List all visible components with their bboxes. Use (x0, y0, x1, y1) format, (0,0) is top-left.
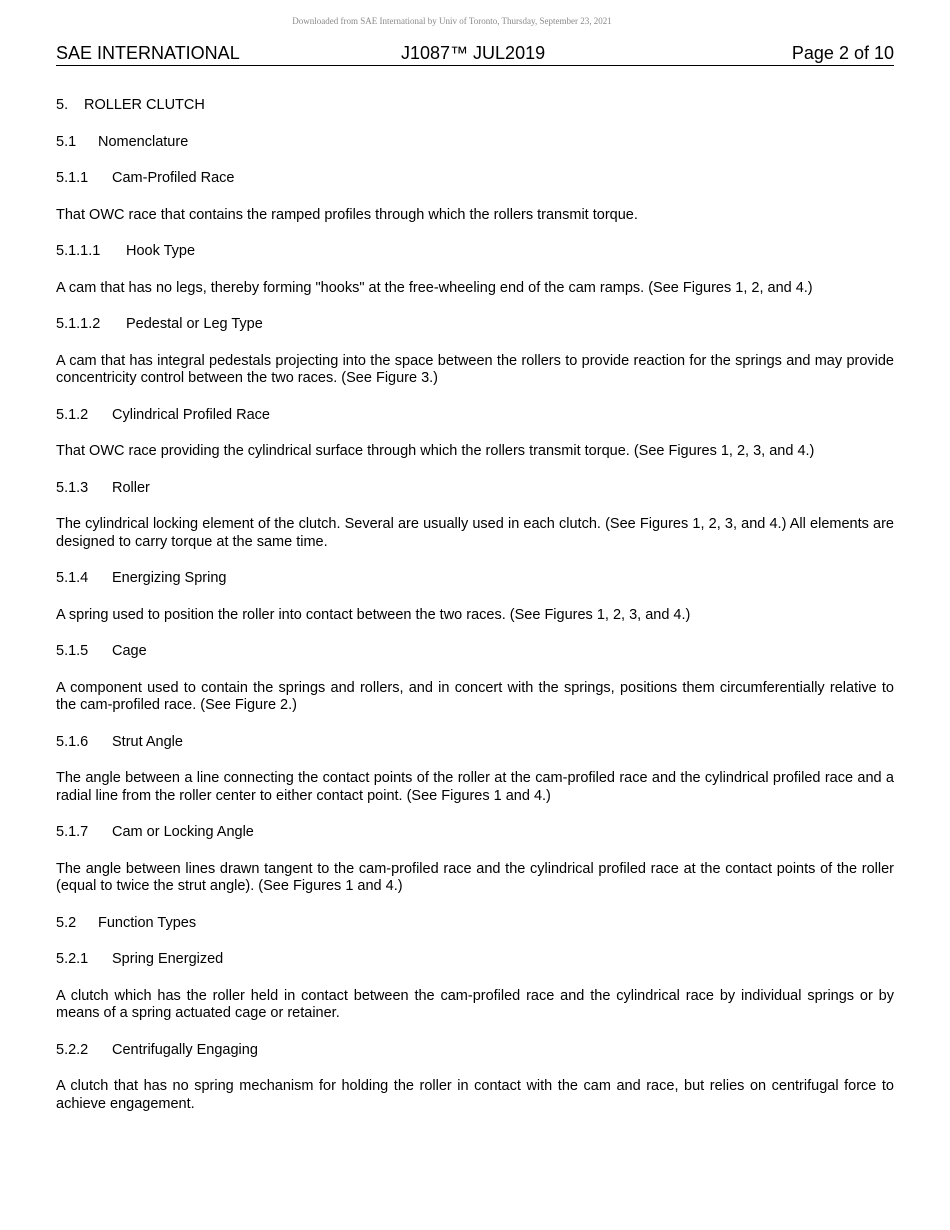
section-number: 5.2.2 (56, 1041, 89, 1058)
section-paragraph: That OWC race providing the cylindrical surface through which the rollers transmit torque. (See Figures 1, 2, 3, and 4.) (56, 443, 815, 459)
section-paragraph: A component used to contain the springs and rollers, and in concert with the springs, positions them circumferentially relative to the cam-profiled race. (See Figure 2.) (56, 679, 894, 713)
section-title: Spring Energized (112, 951, 224, 967)
section-title: Pedestal or Leg Type (126, 316, 263, 332)
section-paragraph: A cam that has integral pedestals projecting into the space between the rollers to provide reaction for the springs and may provide concentricity control between the two races. (See Figure 3.) (56, 352, 894, 386)
section-title: ROLLER CLUTCH (84, 97, 205, 113)
section-heading (56, 134, 894, 152)
section-title: Centrifugally Engaging (112, 1041, 258, 1058)
section-title: Nomenclature (98, 133, 189, 150)
header-page-number: Page 2 of 10 (791, 43, 894, 63)
section-heading (56, 1042, 894, 1060)
section-title: Cylindrical Profiled Race (112, 406, 270, 423)
section-paragraph: A clutch which has the roller held in contact between the cam-profiled race and the cylindrical race by individual springs or by means of a spring actuated cage or retainer. (56, 987, 894, 1021)
section-heading (56, 734, 894, 752)
section-number: 5.2.1 (56, 951, 89, 967)
section-heading (56, 570, 894, 588)
header-org: SAE INTERNATIONAL (56, 43, 240, 63)
section-heading (56, 170, 894, 188)
section-number: 5. (56, 97, 69, 113)
section-number: 5.1.4 (56, 570, 89, 586)
section-number: 5.1.7 (56, 824, 89, 840)
section-number: 5.2 (56, 914, 77, 931)
section-title: Hook Type (126, 243, 196, 259)
section-paragraph: The cylindrical locking element of the clutch. Several are usually used in each clutch. (See Figures 1, 2, 3, and 4.) All elements are designed to carry torque at the same time. (56, 516, 894, 550)
page-header (56, 43, 894, 66)
section-title: Cam or Locking Angle (112, 824, 254, 840)
section-paragraph: The angle between a line connecting the contact points of the roller at the cam-profiled race and the cylindrical profiled race and a radial line from the roller center to either contact point. (See Figures 1 and 4.) (56, 770, 894, 804)
section-title: Function Types (98, 914, 197, 931)
section-heading (56, 480, 894, 498)
section-number: 5.1 (56, 133, 77, 150)
section-heading (56, 97, 894, 115)
section-title: Cam-Profiled Race (112, 170, 235, 186)
download-watermark: Downloaded from SAE International by Univ of Toronto, Thursday, September 23, 2021 (292, 16, 612, 26)
section-heading (56, 243, 894, 261)
section-title: Strut Angle (112, 733, 183, 750)
header-doc-id: J1087™ JUL2019 (401, 43, 546, 63)
section-number: 5.1.2 (56, 406, 89, 423)
section-number: 5.1.1.2 (56, 316, 101, 332)
section-paragraph: A spring used to position the roller into contact between the two races. (See Figures 1, 2, 3, and 4.) (56, 606, 691, 623)
section-heading (56, 316, 894, 334)
section-number: 5.1.5 (56, 643, 89, 659)
section-paragraph: A cam that has no legs, thereby forming "hooks" at the free-wheeling end of the cam ramps. (See Figures 1, 2, and 4.) (56, 279, 813, 296)
section-paragraph: The angle between lines drawn tangent to the cam-profiled race and the cylindrical profiled race at the contact points of the roller (equal to twice the strut angle). (See Figures 1 and 4.) (56, 860, 894, 894)
section-paragraph: That OWC race that contains the ramped profiles through which the rollers transmit torque. (56, 206, 638, 223)
section-number: 5.1.1.1 (56, 243, 101, 259)
section-heading (56, 915, 894, 933)
section-title: Energizing Spring (112, 570, 227, 586)
section-number: 5.1.1 (56, 170, 89, 186)
section-heading (56, 951, 894, 969)
document-body (56, 97, 894, 1132)
section-number: 5.1.6 (56, 733, 89, 750)
section-heading (56, 407, 894, 425)
section-heading (56, 824, 894, 842)
section-heading (56, 643, 894, 661)
section-title: Cage (112, 643, 147, 659)
section-number: 5.1.3 (56, 479, 89, 496)
section-paragraph: A clutch that has no spring mechanism for holding the roller in contact with the cam and race, but relies on centrifugal force to achieve engagement. (56, 1078, 894, 1112)
section-title: Roller (112, 479, 150, 496)
